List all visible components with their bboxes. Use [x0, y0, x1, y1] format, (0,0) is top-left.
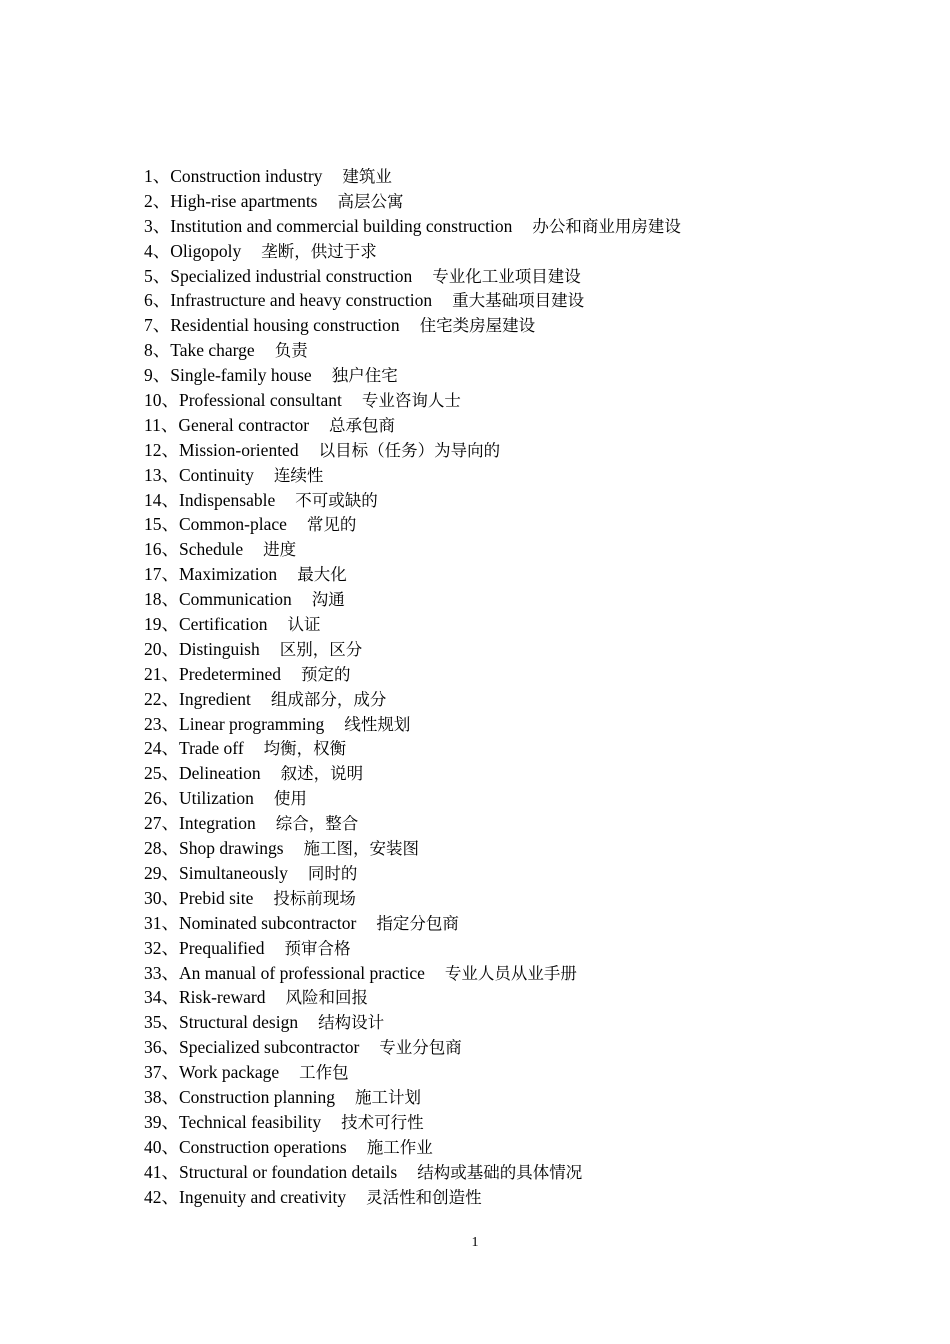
entry-number: 25、 — [144, 763, 179, 784]
entry-number: 41、 — [144, 1161, 179, 1182]
entry-chinese-translation: 不可或缺的 — [295, 490, 378, 510]
glossary-entry — [144, 363, 904, 388]
glossary-entry — [144, 985, 904, 1010]
entry-number: 13、 — [144, 464, 179, 485]
entry-number: 12、 — [144, 439, 179, 460]
entry-number: 30、 — [144, 887, 179, 908]
entry-chinese-translation: 叙述，说明 — [280, 764, 364, 784]
glossary-entry — [144, 1060, 904, 1085]
entry-chinese-translation: 总承包商 — [329, 415, 396, 435]
entry-number: 32、 — [144, 937, 179, 958]
entry-chinese-translation: 重大基础项目建设 — [452, 291, 585, 311]
glossary-entry — [144, 786, 904, 811]
entry-english-term: Distinguish — [179, 638, 260, 659]
entry-number: 31、 — [144, 912, 179, 933]
entry-english-term: Structural or foundation details — [179, 1161, 398, 1182]
entry-english-term: Specialized industrial construction — [170, 265, 413, 286]
glossary-entry — [144, 612, 904, 637]
page-number: 1 — [471, 1235, 479, 1250]
glossary-list — [144, 164, 904, 1209]
glossary-entry — [144, 388, 904, 413]
glossary-entry — [144, 587, 904, 612]
entry-chinese-translation: 预定的 — [301, 664, 351, 684]
entry-chinese-translation: 投标前现场 — [273, 888, 356, 908]
entry-chinese-translation: 区别，区分 — [279, 639, 363, 659]
entry-chinese-translation: 高层公寓 — [337, 191, 404, 211]
entry-chinese-translation: 结构或基础的具体情况 — [417, 1162, 583, 1182]
entry-english-term: Certification — [179, 614, 268, 635]
entry-chinese-translation: 常见的 — [306, 515, 357, 535]
entry-english-term: Construction operations — [179, 1136, 347, 1157]
glossary-entry — [144, 189, 904, 214]
entry-number: 22、 — [144, 688, 179, 709]
entry-chinese-translation: 风险和回报 — [285, 988, 369, 1008]
glossary-entry — [144, 164, 904, 189]
entry-chinese-translation: 线性规划 — [344, 714, 411, 734]
glossary-entry — [144, 488, 904, 513]
entry-chinese-translation: 独户住宅 — [331, 366, 398, 386]
glossary-entry — [144, 1035, 904, 1060]
entry-number: 37、 — [144, 1062, 179, 1083]
entry-english-term: Utilization — [179, 788, 254, 809]
entry-chinese-translation: 施工计划 — [355, 1087, 422, 1107]
entry-english-term: Single-family house — [170, 365, 312, 386]
entry-english-term: Trade off — [179, 738, 244, 759]
glossary-entry — [144, 811, 904, 836]
entry-number: 2、 — [144, 190, 171, 211]
entry-english-term: An manual of professional practice — [179, 962, 425, 983]
entry-number: 40、 — [144, 1136, 179, 1157]
entry-english-term: Risk-reward — [179, 987, 266, 1008]
entry-number: 19、 — [144, 614, 179, 635]
entry-english-term: Prequalified — [179, 937, 265, 958]
entry-number: 39、 — [144, 1111, 179, 1132]
glossary-entry — [144, 264, 904, 289]
glossary-entry — [144, 1185, 904, 1210]
entry-english-term: Ingredient — [179, 688, 251, 709]
glossary-entry — [144, 239, 904, 264]
entry-english-term: Work package — [179, 1062, 280, 1083]
entry-chinese-translation: 建筑业 — [342, 167, 392, 186]
entry-chinese-translation: 使用 — [273, 789, 307, 809]
entry-number: 9、 — [144, 365, 171, 386]
entry-chinese-translation: 沟通 — [311, 590, 345, 610]
entry-english-term: Structural design — [179, 1012, 299, 1033]
entry-chinese-translation: 预审合格 — [284, 938, 351, 958]
entry-english-term: Prebid site — [179, 887, 254, 908]
glossary-entry — [144, 712, 904, 737]
entry-number: 4、 — [144, 240, 171, 261]
glossary-entry — [144, 1010, 904, 1035]
entry-chinese-translation: 组成部分，成分 — [270, 689, 387, 709]
entry-chinese-translation: 负责 — [274, 341, 308, 361]
entry-number: 42、 — [144, 1186, 179, 1207]
glossary-entry — [144, 438, 904, 463]
glossary-entry — [144, 413, 904, 438]
entry-chinese-translation: 综合，整合 — [275, 814, 359, 834]
entry-english-term: Residential housing construction — [170, 315, 400, 336]
glossary-entry — [144, 662, 904, 687]
glossary-entry — [144, 637, 904, 662]
entry-english-term: Common-place — [179, 514, 287, 535]
entry-english-term: High-rise apartments — [170, 190, 318, 211]
glossary-entry — [144, 214, 904, 239]
entry-chinese-translation: 认证 — [287, 615, 321, 635]
entry-english-term: Technical feasibility — [179, 1111, 322, 1132]
entry-english-term: Delineation — [179, 763, 261, 784]
glossary-entry — [144, 537, 904, 562]
entry-english-term: Professional consultant — [179, 390, 342, 411]
glossary-entry — [144, 562, 904, 587]
glossary-entry — [144, 936, 904, 961]
entry-chinese-translation: 专业分包商 — [379, 1038, 462, 1058]
glossary-entry — [144, 463, 904, 488]
entry-number: 17、 — [144, 564, 179, 585]
entry-english-term: General contractor — [178, 414, 310, 435]
entry-chinese-translation: 垄断，供过于求 — [261, 241, 377, 261]
entry-number: 27、 — [144, 813, 179, 834]
entry-number: 34、 — [144, 987, 179, 1008]
glossary-entry — [144, 911, 904, 936]
glossary-entry — [144, 1085, 904, 1110]
entry-chinese-translation: 进度 — [263, 540, 297, 560]
entry-number: 26、 — [144, 788, 179, 809]
entry-english-term: Institution and commercial building construction — [170, 215, 513, 236]
entry-english-term: Ingenuity and creativity — [179, 1186, 347, 1207]
entry-number: 11、 — [144, 414, 179, 435]
entry-english-term: Nominated subcontractor — [179, 912, 357, 933]
entry-chinese-translation: 结构设计 — [318, 1013, 385, 1033]
glossary-entry — [144, 836, 904, 861]
entry-english-term: Construction planning — [179, 1086, 336, 1107]
glossary-entry — [144, 338, 904, 363]
glossary-entry — [144, 687, 904, 712]
entry-number: 23、 — [144, 713, 179, 734]
entry-number: 28、 — [144, 838, 179, 859]
entry-chinese-translation: 住宅类房屋建设 — [419, 316, 536, 336]
entry-chinese-translation: 均衡，权衡 — [263, 739, 347, 759]
entry-english-term: Communication — [179, 589, 292, 610]
entry-english-term: Integration — [179, 813, 256, 834]
entry-number: 8、 — [144, 340, 171, 361]
glossary-entry — [144, 861, 904, 886]
entry-number: 15、 — [144, 514, 179, 535]
entry-number: 14、 — [144, 489, 179, 510]
entry-number: 21、 — [144, 663, 179, 684]
entry-number: 10、 — [144, 390, 179, 411]
entry-english-term: Take charge — [170, 340, 255, 361]
entry-english-term: Schedule — [179, 539, 244, 560]
glossary-entry — [144, 288, 904, 313]
glossary-entry — [144, 736, 904, 761]
glossary-entry — [144, 1135, 904, 1160]
entry-chinese-translation: 办公和商业用房建设 — [532, 216, 681, 236]
entry-chinese-translation: 施工图，安装图 — [303, 839, 420, 859]
entry-number: 1、 — [144, 166, 171, 186]
entry-chinese-translation: 技术可行性 — [341, 1112, 424, 1132]
entry-chinese-translation: 指定分包商 — [376, 913, 459, 933]
entry-chinese-translation: 专业人员从业手册 — [444, 963, 577, 983]
entry-english-term: Maximization — [179, 564, 278, 585]
entry-number: 16、 — [144, 539, 179, 560]
glossary-entry — [144, 961, 904, 986]
entry-chinese-translation: 最大化 — [297, 565, 347, 585]
entry-english-term: Continuity — [179, 464, 254, 485]
entry-number: 6、 — [144, 290, 171, 311]
entry-chinese-translation: 连续性 — [273, 465, 324, 485]
entry-english-term: Shop drawings — [179, 838, 284, 859]
entry-english-term: Indispensable — [179, 489, 276, 510]
entry-number: 38、 — [144, 1086, 179, 1107]
entry-english-term: Predetermined — [179, 663, 282, 684]
entry-number: 5、 — [144, 265, 171, 286]
entry-english-term: Infrastructure and heavy construction — [170, 290, 433, 311]
glossary-entry — [144, 886, 904, 911]
entry-english-term: Specialized subcontractor — [179, 1037, 360, 1058]
entry-number: 18、 — [144, 589, 179, 610]
entry-number: 35、 — [144, 1012, 179, 1033]
entry-chinese-translation: 专业咨询人士 — [361, 391, 461, 411]
entry-chinese-translation: 专业化工业项目建设 — [432, 266, 581, 286]
entry-number: 33、 — [144, 962, 179, 983]
entry-chinese-translation: 施工作业 — [366, 1137, 433, 1157]
entry-number: 36、 — [144, 1037, 179, 1058]
entry-english-term: Simultaneously — [179, 862, 288, 883]
entry-chinese-translation: 同时的 — [307, 863, 358, 883]
entry-number: 29、 — [144, 862, 179, 883]
glossary-entry — [144, 1160, 904, 1185]
entry-chinese-translation: 工作包 — [299, 1063, 349, 1083]
entry-chinese-translation: 灵活性和创造性 — [366, 1187, 482, 1207]
entry-number: 7、 — [144, 315, 171, 336]
entry-number: 20、 — [144, 638, 179, 659]
glossary-entry — [144, 761, 904, 786]
entry-number: 24、 — [144, 738, 179, 759]
glossary-entry — [144, 313, 904, 338]
entry-english-term: Construction industry — [170, 166, 323, 186]
entry-english-term: Oligopoly — [170, 240, 242, 261]
entry-chinese-translation: 以目标（任务）为导向的 — [318, 440, 501, 460]
entry-english-term: Mission-oriented — [179, 439, 299, 460]
glossary-entry — [144, 512, 904, 537]
entry-number: 3、 — [144, 215, 171, 236]
entry-english-term: Linear programming — [179, 713, 325, 734]
glossary-entry — [144, 1110, 904, 1135]
